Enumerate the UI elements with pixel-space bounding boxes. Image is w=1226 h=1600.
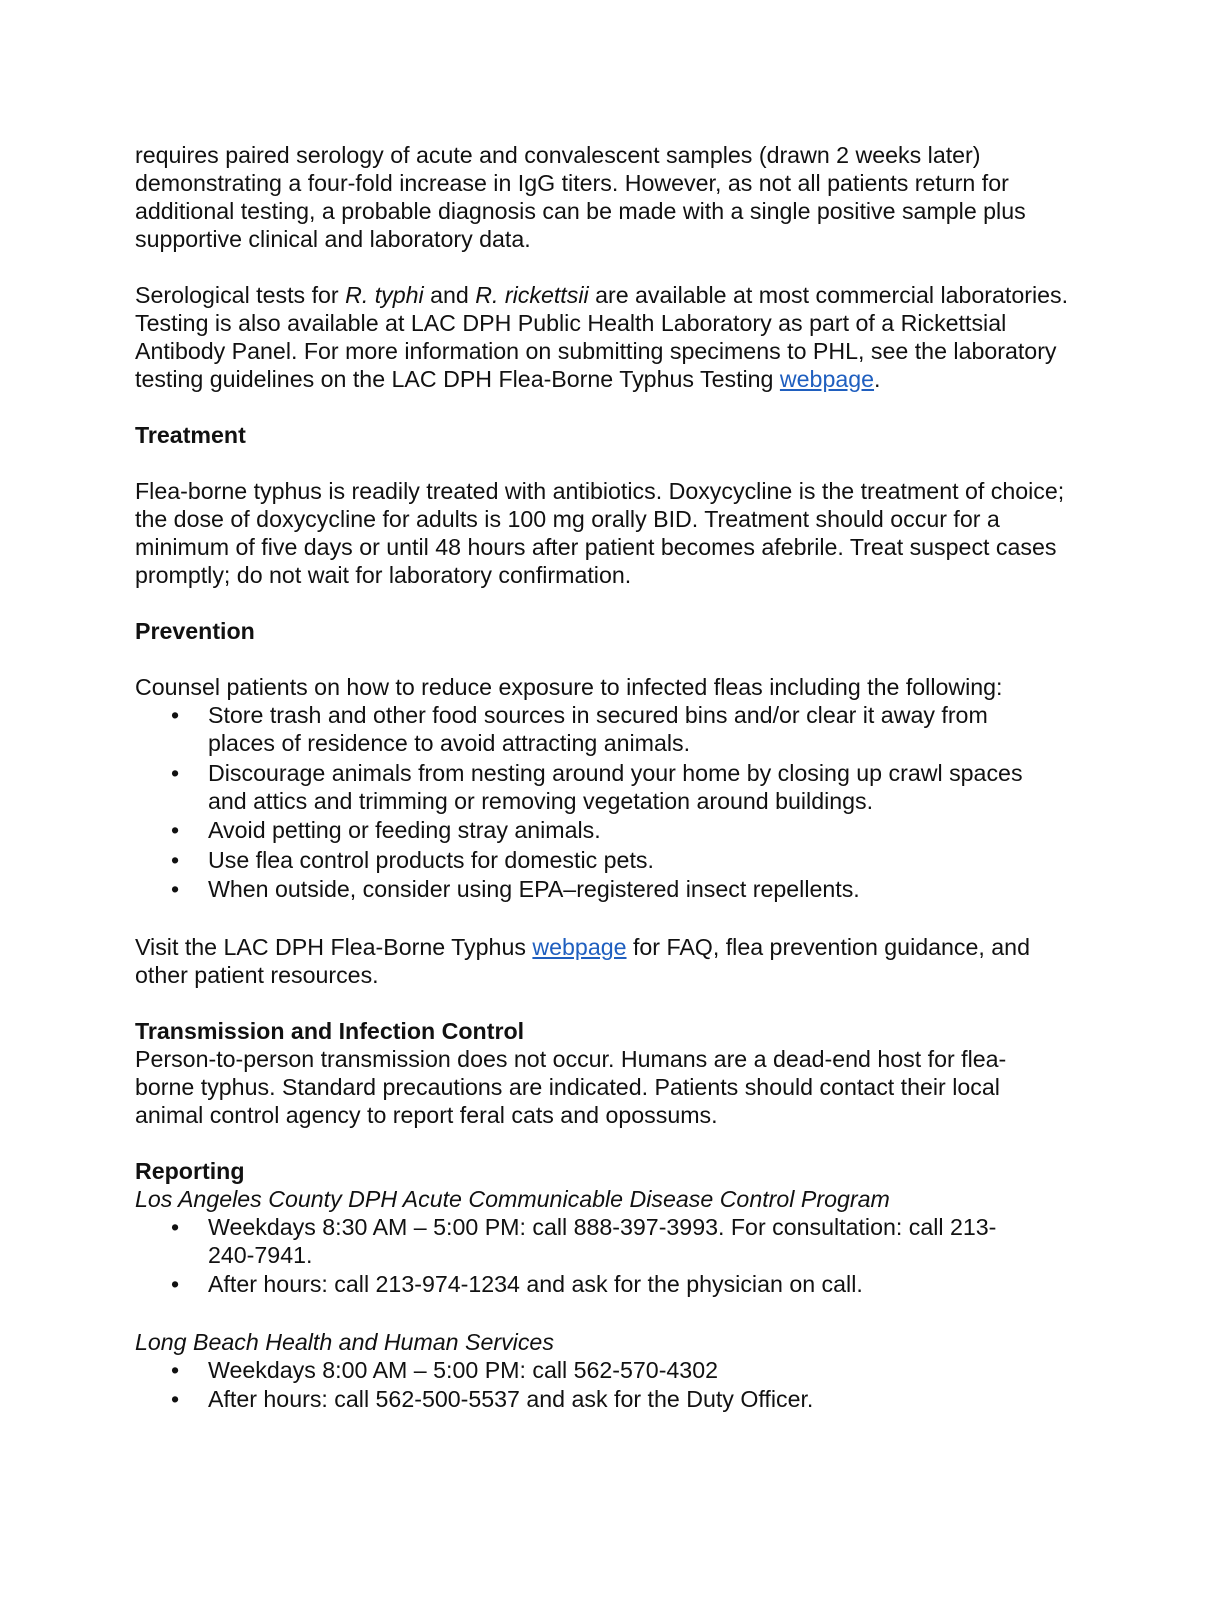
- serology-text-1: Serological tests for: [135, 282, 346, 308]
- visit-webpage-paragraph: [135, 933, 1070, 989]
- reporting-heading: Reporting: [135, 1157, 245, 1184]
- spacer: [135, 393, 1095, 421]
- spacer: [135, 449, 1095, 477]
- list-item-text: Weekdays 8:00 AM – 5:00 PM: call 562-570-4302: [208, 1356, 718, 1383]
- spacer: [135, 905, 1095, 933]
- bullet-icon: •: [171, 876, 180, 902]
- visit-text-1: Visit the LAC DPH Flea-Borne Typhus: [135, 933, 533, 960]
- bullet-icon: •: [171, 817, 180, 843]
- spacer: [135, 589, 1095, 617]
- long-beach-title: Long Beach Health and Human Services: [135, 1328, 554, 1355]
- bullet-icon: •: [171, 846, 180, 873]
- serology-tests-paragraph: [135, 281, 1070, 393]
- list-item: [135, 1385, 1035, 1413]
- treatment-paragraph: Flea-borne typhus is readily treated with antibiotics. Doxycycline is the treatment of choice; the dose of doxycycline for adults is 100 mg orally BID. Treatment should occur for a minimum of five days or until 48 hours after patient becomes afebrile. Treat suspect cases promptly; do not wait for laboratory confirmation.: [135, 478, 1065, 588]
- organism-r-typhi: R. typhi: [345, 282, 424, 308]
- list-item: [135, 1213, 1035, 1269]
- prevention-intro: Counsel patients on how to reduce exposure to infected fleas including the following:: [135, 674, 1003, 700]
- list-item: [135, 816, 1050, 844]
- transmission-heading: Transmission and Infection Control: [135, 1017, 525, 1044]
- spacer: [135, 1300, 1095, 1328]
- spacer: [135, 989, 1095, 1017]
- la-county-contact-list: [135, 1213, 1035, 1299]
- list-item-text: Discourage animals from nesting around your home by closing up crawl spaces and attics and trimming or removing vegetation around buildings.: [208, 759, 1023, 814]
- list-item: [135, 1270, 1035, 1298]
- prevention-list: [135, 701, 1050, 903]
- spacer: [135, 645, 1095, 673]
- la-county-program-title: Los Angeles County DPH Acute Communicable Disease Control Program: [135, 1185, 890, 1212]
- list-item: [135, 759, 1050, 815]
- list-item-text: After hours: call 213-974-1234 and ask for the physician on call.: [208, 1271, 863, 1297]
- bullet-icon: •: [171, 1386, 180, 1412]
- list-item: [135, 1356, 1035, 1384]
- bullet-icon: •: [171, 1213, 180, 1240]
- spacer: [135, 1129, 1095, 1157]
- list-item-text: After hours: call 562-500-5537 and ask for the Duty Officer.: [208, 1386, 814, 1412]
- prevention-heading: Prevention: [135, 618, 255, 644]
- bullet-icon: •: [171, 1356, 180, 1383]
- long-beach-contact-list: [135, 1356, 1035, 1414]
- visit-text-2: for FAQ, flea prevention guidance, and other patient resources.: [135, 933, 1030, 988]
- organism-r-rickettsii: R. rickettsii: [475, 282, 589, 308]
- bullet-icon: •: [171, 1271, 180, 1297]
- list-item-text: When outside, consider using EPA–registered insect repellents.: [208, 876, 860, 902]
- list-item-text: Weekdays 8:30 AM – 5:00 PM: call 888-397-3993. For consultation: call 213-240-7941.: [208, 1213, 997, 1268]
- bullet-icon: •: [171, 759, 180, 786]
- spacer: [135, 253, 1095, 281]
- transmission-paragraph: Person-to-person transmission does not occur. Humans are a dead-end host for flea-borne typhus. Standard precautions are indicated. Patients should contact their local animal control agency to report feral cats and opossums.: [135, 1045, 1007, 1128]
- serology-intro-paragraph: requires paired serology of acute and convalescent samples (drawn 2 weeks later) demonstrating a four-fold increase in IgG titers. However, as not all patients return for additional testing, a probable diagnosis can be made with a single positive sample plus supportive clinical and laboratory data.: [135, 142, 1026, 252]
- serology-text-2: and: [423, 282, 476, 308]
- list-item: [135, 846, 1050, 874]
- serology-text-4: .: [874, 366, 881, 392]
- bullet-icon: •: [171, 702, 180, 728]
- testing-webpage-link[interactable]: webpage: [779, 366, 875, 392]
- list-item-text: Avoid petting or feeding stray animals.: [208, 817, 601, 843]
- document-page: [135, 141, 1095, 1415]
- list-item: [135, 875, 1050, 903]
- list-item: [135, 701, 1050, 757]
- serology-text-3: are available at most commercial laboratories. Testing is also available at LAC DPH Public Health Laboratory as part of a Rickettsial Antibody Panel. For more information on submitting specimens to PHL, see the laboratory testing guidelines on the LAC DPH Flea-Borne Typhus Testing: [135, 282, 1069, 392]
- list-item-text: Store trash and other food sources in secured bins and/or clear it away from places of residence to avoid attracting animals.: [208, 702, 988, 756]
- list-item-text: Use flea control products for domestic pets.: [208, 846, 654, 873]
- typhus-webpage-link[interactable]: webpage: [532, 933, 627, 960]
- treatment-heading: Treatment: [135, 422, 246, 448]
